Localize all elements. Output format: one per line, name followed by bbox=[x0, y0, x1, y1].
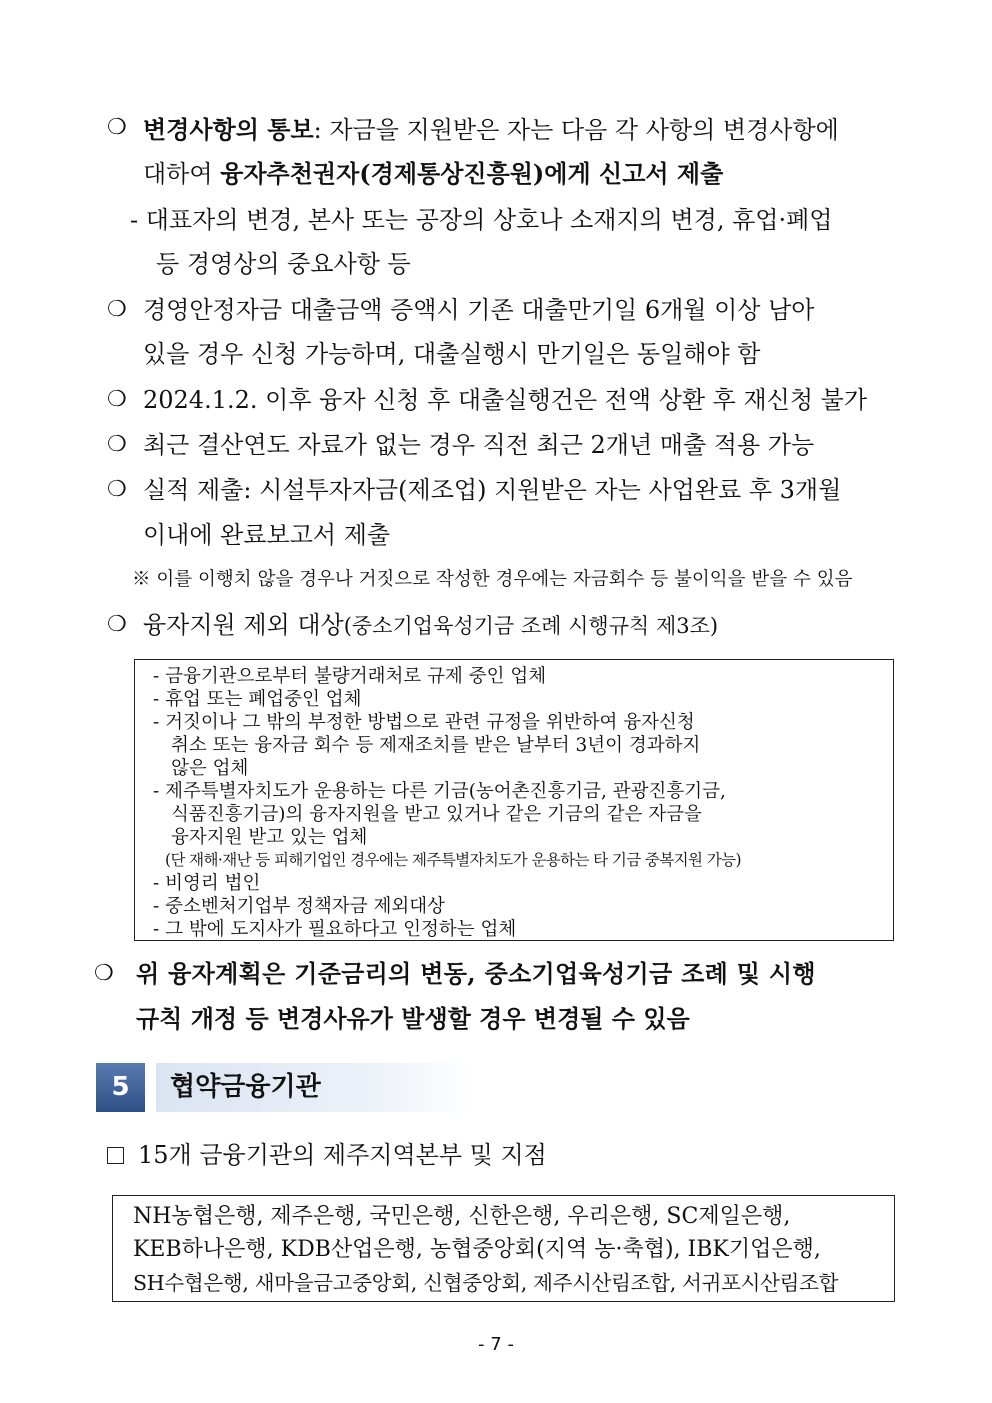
exclusion-line: 융자지원 받고 있는 업체 bbox=[171, 827, 368, 848]
para7-line2: 규칙 개정 등 변경사유가 발생할 경우 변경될 수 있음 bbox=[136, 1004, 690, 1033]
section-title: 협약금융기관 bbox=[156, 1063, 476, 1112]
para1-line2-pre: 대하여 bbox=[143, 160, 221, 188]
para2-line2: 있을 경우 신청 가능하며, 대출실행시 만기일은 동일해야 함 bbox=[143, 340, 761, 368]
para4-line1: 최근 결산연도 자료가 없는 경우 직전 최근 2개년 매출 적용 가능 bbox=[143, 431, 815, 459]
institutions-line: KEB하나은행, KDB산업은행, 농협중앙회(지역 농·축협), IBK기업은행, bbox=[133, 1237, 821, 1262]
bullet-icon: ❍ bbox=[94, 961, 114, 986]
bullet-icon: ❍ bbox=[107, 387, 127, 412]
page-number: - 7 - bbox=[478, 1334, 514, 1355]
para6-line1 bbox=[143, 609, 718, 642]
exclusion-line: - 거짓이나 그 밖의 부정한 방법으로 관련 규정을 위반하여 융자신청 bbox=[153, 712, 695, 733]
checkbox-square-icon bbox=[107, 1147, 124, 1164]
bullet-icon: ❍ bbox=[107, 297, 127, 322]
para6-main: 융자지원 제외 대상 bbox=[143, 611, 344, 639]
bullet-icon: ❍ bbox=[107, 477, 127, 502]
para3-line1: 2024.1.2. 이후 융자 신청 후 대출실행건은 전액 상환 후 재신청 불가 bbox=[143, 386, 868, 414]
exclusion-line: - 그 밖에 도지사가 필요하다고 인정하는 업체 bbox=[153, 919, 517, 940]
exclusion-line: - 중소벤처기업부 정책자금 제외대상 bbox=[153, 896, 445, 917]
bullet-icon: ❍ bbox=[107, 115, 127, 140]
para1-line1-rest: : 자금을 지원받은 자는 다음 각 사항의 변경사항에 bbox=[313, 116, 839, 144]
para5-line2: 이내에 완료보고서 제출 bbox=[143, 521, 391, 549]
para2-line1: 경영안정자금 대출금액 증액시 기존 대출만기일 6개월 이상 남아 bbox=[143, 296, 815, 324]
para5-note bbox=[132, 566, 852, 594]
para1-line2 bbox=[143, 158, 723, 190]
exclusion-line: 식품진흥기금)의 융자지원을 받고 있거나 같은 기금의 같은 자금을 bbox=[171, 804, 702, 825]
exclusion-line-exception: (단 재해·재난 등 피해기업인 경우에는 제주특별자치도가 운용하는 타 기금 중복지원 가능) bbox=[165, 851, 741, 869]
para6-paren: (중소기업육성기금 조례 시행규칙 제3조) bbox=[343, 614, 719, 638]
exclusion-box bbox=[134, 659, 894, 941]
exclusion-line: 취소 또는 융자금 회수 등 제재조치를 받은 날부터 3년이 경과하지 bbox=[171, 735, 701, 756]
para5-line1: 실적 제출: 시설투자자금(제조업) 지원받은 자는 사업완료 후 3개월 bbox=[143, 476, 842, 504]
exclusion-line: - 휴업 또는 폐업중인 업체 bbox=[153, 689, 362, 710]
section-number-badge: 5 bbox=[96, 1063, 145, 1112]
institutions-line: NH농협은행, 제주은행, 국민은행, 신한은행, 우리은행, SC제일은행, bbox=[133, 1204, 791, 1229]
bullet-icon: ❍ bbox=[107, 432, 127, 457]
para1-bold-lead: 변경사항의 통보 bbox=[143, 115, 314, 144]
institutions-heading: 15개 금융기관의 제주지역본부 및 지점 bbox=[138, 1141, 547, 1169]
para1-sub-line1: - 대표자의 변경, 본사 또는 공장의 상호나 소재지의 변경, 휴업·폐업 bbox=[130, 206, 833, 234]
para1-sub-line2: 등 경영상의 중요사항 등 bbox=[156, 250, 411, 278]
exclusion-line: - 비영리 법인 bbox=[153, 873, 261, 894]
institutions-box bbox=[112, 1195, 895, 1302]
exclusion-line: - 금융기관으로부터 불량거래처로 규제 중인 업체 bbox=[153, 666, 547, 687]
exclusion-line: 않은 업체 bbox=[171, 758, 249, 779]
para1-line1 bbox=[143, 114, 839, 146]
note-icon: ※ bbox=[132, 569, 151, 590]
bullet-icon: ❍ bbox=[107, 612, 127, 637]
institutions-line: SH수협은행, 새마을금고중앙회, 신협중앙회, 제주시산림조합, 서귀포시산림조합 bbox=[133, 1271, 839, 1295]
exclusion-line: - 제주특별자치도가 운용하는 다른 기금(농어촌진흥기금, 관광진흥기금, bbox=[153, 781, 726, 802]
para7-line1: 위 융자계획은 기준금리의 변동, 중소기업육성기금 조례 및 시행 bbox=[136, 959, 816, 988]
para5-note-text: 이를 이행치 않을 경우나 거짓으로 작성한 경우에는 자금회수 등 불이익을 받을 수 있음 bbox=[156, 569, 853, 590]
para1-line2-bold: 융자추천권자(경제통상진흥원)에게 신고서 제출 bbox=[220, 159, 724, 188]
